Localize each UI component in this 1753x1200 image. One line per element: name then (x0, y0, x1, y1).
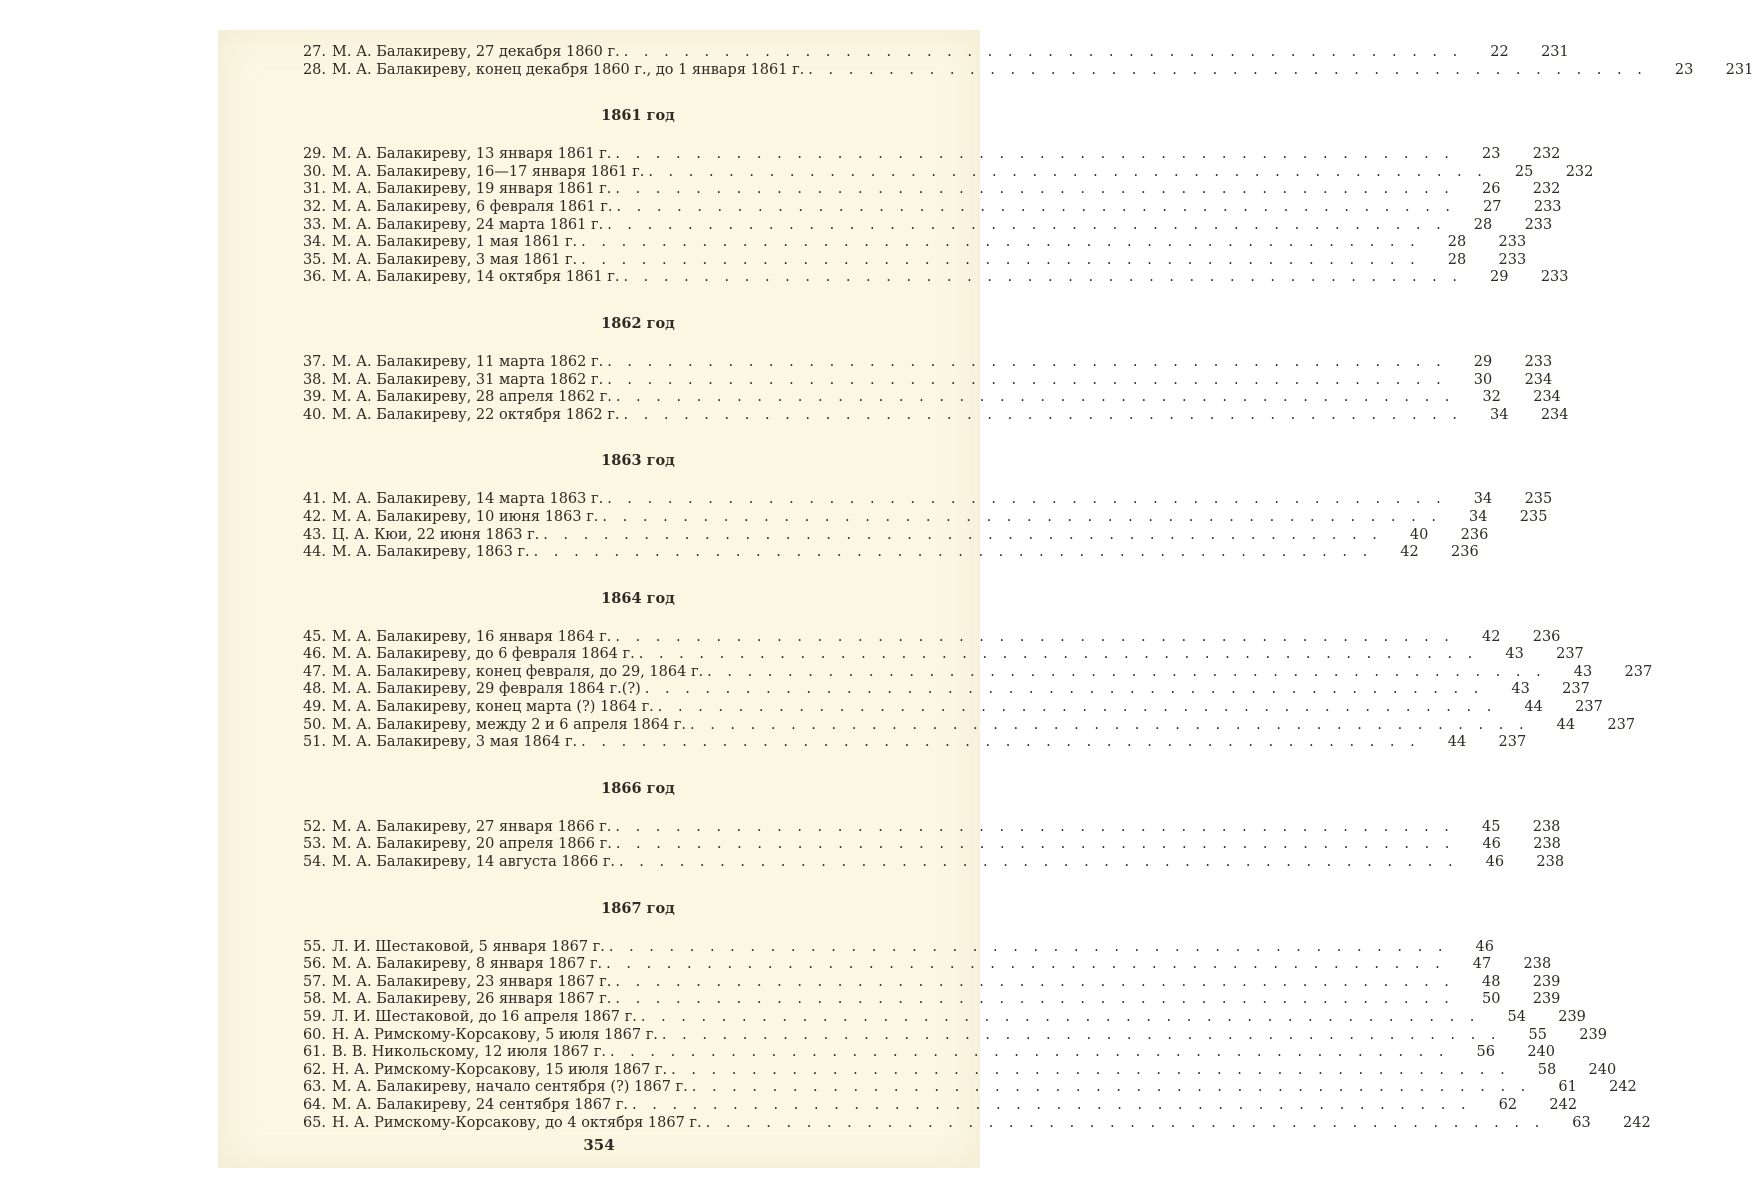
year-section (298, 79, 1594, 287)
entry-title: М. А. Балакиреву, 14 марта 1863 г. (332, 491, 604, 508)
notes-page-ref: 234 (1524, 371, 1553, 388)
entry-number: 65. (302, 1114, 326, 1131)
year-heading: 1861 год (601, 107, 675, 125)
notes-page-ref: 237 (1562, 681, 1590, 698)
toc-entry (298, 1026, 1607, 1045)
toc-entry (298, 699, 1603, 717)
entry-number: 64. (302, 1096, 326, 1113)
entry-number: 48. (302, 681, 326, 698)
entry-line (332, 629, 1454, 647)
entry-line (332, 819, 1454, 837)
text-page-ref: 29 (1473, 353, 1493, 370)
entry-number: 47. (302, 663, 326, 680)
text-page-ref: 28 (1473, 216, 1493, 233)
year-section (298, 872, 1651, 1133)
toc-entry (298, 181, 1561, 199)
text-page-ref: 61 (1558, 1079, 1577, 1096)
notes-page-ref: 240 (1588, 1061, 1617, 1078)
notes-page-ref: 239 (1532, 991, 1561, 1008)
entry-line (332, 1062, 1510, 1080)
notes-page-ref: 233 (1524, 353, 1553, 370)
entry-line (332, 407, 1463, 425)
notes-page-ref: 237 (1575, 699, 1603, 716)
dot-leader: . . . . . . . . . . . . . . . . . . . . . . . . . . . . . . . . . . . . . . . . . . (661, 1026, 1501, 1043)
text-page-ref: 28 (1447, 234, 1467, 251)
entry-number: 29. (302, 146, 326, 163)
toc-entry (298, 646, 1584, 664)
entry-number: 42. (302, 508, 326, 525)
entry-line (332, 62, 1647, 80)
entry-line (332, 1044, 1449, 1062)
entry-title: М. А. Балакиреву, 27 января 1866 г. (332, 818, 612, 835)
notes-page-ref: 239 (1532, 973, 1561, 990)
year-heading: 1864 год (601, 589, 675, 607)
dot-leader: . . . . . . . . . . . . . . . . . . . . . . . . . . . . . . . . . . . . . . . . . . (607, 353, 1447, 370)
text-page-ref: 30 (1473, 371, 1493, 388)
entry-number: 46. (302, 646, 326, 663)
entry-number: 30. (302, 163, 326, 180)
toc-entry (298, 216, 1553, 235)
text-page-ref: 46 (1475, 938, 1494, 955)
dot-leader: . . . . . . . . . . . . . . . . . . . . . . . . . . . . . . . . . . . . . . . . . . (632, 1096, 1472, 1113)
dot-leader: . . . . . . . . . . . . . . . . . . . . . . . . . . . . . . . . . . . . . . . . . . (543, 526, 1383, 543)
entry-line (332, 1115, 1545, 1133)
entry-number: 36. (302, 269, 326, 286)
entry-line (332, 234, 1420, 252)
entry-number: 33. (302, 216, 326, 233)
dot-leader: . . . . . . . . . . . . . . . . . . . . . . . . . . . . . . . . . . . . . . . . . . (609, 1044, 1449, 1061)
text-page-ref: 27 (1483, 198, 1502, 215)
text-page-ref: 58 (1537, 1061, 1557, 1078)
toc-entry (298, 353, 1553, 372)
year-heading: 1866 год (601, 779, 675, 797)
entry-title: М. А. Балакиреву, 23 января 1867 г. (332, 973, 612, 990)
notes-page-ref: 235 (1519, 508, 1548, 525)
toc-entry (298, 269, 1569, 287)
entry-line (332, 1079, 1531, 1097)
text-page-ref: 43 (1505, 646, 1524, 663)
toc-entry (298, 526, 1489, 545)
entry-title: М. А. Балакиреву, 31 марта 1862 г. (332, 371, 604, 388)
dot-leader: . . . . . . . . . . . . . . . . . . . . . . . . . . . . . . . . . . . . . . . . . . (671, 1061, 1511, 1078)
toc-entry (298, 1061, 1617, 1080)
text-page-ref: 43 (1573, 663, 1593, 680)
toc-entry (298, 836, 1561, 854)
toc-entry (298, 854, 1565, 872)
notes-page-ref: 231 (1541, 44, 1569, 60)
entry-line (332, 1027, 1501, 1045)
entry-title: М. А. Балакиреву, 14 октября 1861 г. (332, 269, 620, 286)
year-heading: 1867 год (601, 899, 675, 917)
entry-title: М. А. Балакиреву, 8 января 1867 г. (332, 956, 603, 973)
book-page (218, 30, 1753, 1168)
entry-title: М. А. Балакиреву, 1 мая 1861 г. (332, 234, 578, 251)
text-page-ref: 48 (1481, 973, 1501, 990)
entry-number: 51. (302, 734, 326, 751)
dot-leader: . . . . . . . . . . . . . . . . . . . . . . . . . . . . . . . . . . . . . . . . . . (581, 251, 1421, 268)
entry-title: М. А. Балакиреву, 11 марта 1862 г. (332, 353, 604, 370)
entry-title: Л. И. Шестаковой, 5 января 1867 г. (332, 938, 605, 955)
entry-number: 62. (302, 1061, 326, 1078)
toc-entry (298, 371, 1553, 390)
entry-line (332, 164, 1487, 182)
entry-line (332, 269, 1463, 287)
text-page-ref: 50 (1481, 991, 1501, 1008)
entry-title: М. А. Балакиреву, между 2 и 6 апреля 1864 г. (332, 716, 686, 733)
text-page-ref: 26 (1481, 181, 1501, 198)
text-page-ref: 42 (1400, 544, 1419, 561)
notes-page-ref: 232 (1532, 181, 1561, 198)
entry-title: М. А. Балакиреву, до 6 февраля 1864 г. (332, 646, 635, 663)
notes-page-ref: 233 (1540, 269, 1569, 286)
text-page-ref: 25 (1514, 163, 1534, 180)
notes-page-ref: 236 (1451, 544, 1479, 561)
entry-line (332, 1097, 1471, 1115)
notes-page-ref: 231 (1725, 61, 1753, 78)
page-number: 354 (583, 1136, 615, 1154)
notes-page-ref: 233 (1498, 251, 1527, 268)
dot-leader: . . . . . . . . . . . . . . . . . . . . . . . . . . . . . . . . . . . . . . . . . . (615, 973, 1455, 990)
notes-page-ref: 238 (1532, 818, 1561, 835)
toc-entry (298, 991, 1561, 1009)
toc-entry (298, 938, 1494, 957)
notes-page-ref: 233 (1498, 234, 1527, 251)
dot-leader: . . . . . . . . . . . . . . . . . . . . . . . . . . . . . . . . . . . . . . . . . . (648, 163, 1488, 180)
toc-entry (298, 491, 1553, 509)
entry-number: 41. (302, 491, 326, 508)
toc-entry (298, 234, 1527, 252)
dot-leader: . . . . . . . . . . . . . . . . . . . . . . . . . . . . . . . . . . . . . . . . . . (608, 938, 1448, 955)
toc-entry (298, 716, 1636, 735)
entry-title: М. А. Балакиреву, 20 апреля 1866 г. (332, 836, 612, 853)
dot-leader: . . . . . . . . . . . . . . . . . . . . . . . . . . . . . . . . . . . . . . . . . . (691, 1079, 1531, 1096)
text-page-ref: 29 (1490, 269, 1509, 286)
notes-page-ref: 242 (1623, 1114, 1651, 1131)
entry-number: 39. (302, 389, 326, 406)
entry-number: 58. (302, 991, 326, 1008)
notes-page-ref: 234 (1533, 389, 1561, 406)
notes-page-ref: 234 (1540, 406, 1569, 423)
entry-number: 34. (302, 234, 326, 251)
entry-title: М. А. Балакиреву, 26 января 1867 г. (332, 991, 612, 1008)
dot-leader: . . . . . . . . . . . . . . . . . . . . . . . . . . . . . . . . . . . . . . . . . . (808, 61, 1648, 78)
text-page-ref: 44 (1556, 716, 1576, 733)
entry-number: 38. (302, 371, 326, 388)
dot-leader: . . . . . . . . . . . . . . . . . . . . . . . . . . . . . . . . . . . . . . . . . . (707, 663, 1547, 680)
toc-entry (298, 818, 1561, 837)
year-section (298, 752, 1565, 872)
dot-leader: . . . . . . . . . . . . . . . . . . . . . . . . . . . . . . . . . . . . . . . . . . (607, 216, 1447, 233)
dot-leader: . . . . . . . . . . . . . . . . . . . . . . . . . . . . . . . . . . . . . . . . . . (581, 234, 1421, 251)
toc-entry (298, 508, 1548, 527)
entry-line (332, 372, 1446, 390)
text-page-ref: 34 (1473, 491, 1493, 508)
toc-entry (298, 198, 1562, 217)
text-page-ref: 45 (1481, 818, 1501, 835)
entry-line (332, 509, 1441, 527)
entry-line (332, 836, 1455, 854)
notes-page-ref: 236 (1460, 526, 1489, 543)
entry-line (332, 717, 1529, 735)
text-page-ref: 44 (1447, 734, 1467, 751)
year-section (298, 424, 1553, 561)
dot-leader: . . . . . . . . . . . . . . . . . . . . . . . . . . . . . . . . . . . . . . . . . . (619, 854, 1459, 871)
notes-page-ref: 237 (1498, 734, 1527, 751)
notes-page-ref: 233 (1533, 198, 1562, 215)
dot-leader: . . . . . . . . . . . . . . . . . . . . . . . . . . . . . . . . . . . . . . . . . . (606, 956, 1446, 973)
entry-title: Ц. А. Кюи, 22 июня 1863 г. (332, 526, 540, 543)
entry-line (332, 217, 1446, 235)
text-page-ref: 42 (1481, 628, 1501, 645)
entry-title: М. А. Балакиреву, конец декабря 1860 г., до 1 января 1861 г. (332, 61, 805, 78)
entry-number: 61. (302, 1044, 326, 1061)
toc-entry (298, 163, 1594, 182)
entry-number: 28. (302, 61, 326, 78)
notes-page-ref: 232 (1565, 163, 1594, 180)
entry-number: 27. (302, 44, 326, 60)
dot-leader: . . . . . . . . . . . . . . . . . . . . . . . . . . . . . . . . . . . . . . . . . . (615, 146, 1455, 163)
toc-entry (298, 681, 1590, 699)
entry-title: М. А. Балакиреву, 14 августа 1866 г. (332, 854, 616, 871)
dot-leader: . . . . . . . . . . . . . . . . . . . . . . . . . . . . . . . . . . . . . . . . . . (623, 406, 1463, 423)
entry-title: М. А. Балакиреву, 13 января 1861 г. (332, 146, 612, 163)
entry-title: Л. И. Шестаковой, до 16 апреля 1867 г. (332, 1009, 637, 1025)
dot-leader: . . . . . . . . . . . . . . . . . . . . . . . . . . . . . . . . . . . . . . . . . . (581, 734, 1421, 751)
toc-entry (298, 973, 1561, 992)
dot-leader: . . . . . . . . . . . . . . . . . . . . . . . . . . . . . . . . . . . . . . . . . . (623, 269, 1463, 286)
entry-line (332, 252, 1420, 270)
entry-line (332, 527, 1382, 545)
toc-entry (298, 956, 1552, 974)
toc-entry (298, 628, 1561, 647)
year-heading: 1862 год (601, 314, 675, 332)
dot-leader: . . . . . . . . . . . . . . . . . . . . . . . . . . . . . . . . . . . . . . . . . . (705, 1114, 1545, 1131)
notes-page-ref: 239 (1579, 1026, 1607, 1043)
entry-title: М. А. Балакиреву, 10 июня 1863 г. (332, 508, 599, 525)
year-section (298, 287, 1569, 424)
notes-page-ref: 242 (1609, 1079, 1637, 1096)
entry-number: 32. (302, 198, 326, 215)
dot-leader: . . . . . . . . . . . . . . . . . . . . . . . . . . . . . . . . . . . . . . . . . . (615, 628, 1455, 645)
notes-page-ref: 240 (1527, 1044, 1555, 1061)
text-page-ref: 54 (1507, 1009, 1526, 1025)
entry-line (332, 544, 1373, 562)
entry-number: 44. (302, 544, 326, 561)
notes-page-ref: 239 (1558, 1009, 1586, 1025)
entry-line (332, 854, 1458, 872)
entry-line (332, 956, 1445, 974)
notes-page-ref: 236 (1532, 628, 1561, 645)
dot-leader: . . . . . . . . . . . . . . . . . . . . . . . . . . . . . . . . . . . . . . . . . . (602, 508, 1442, 525)
dot-leader: . . . . . . . . . . . . . . . . . . . . . . . . . . . . . . . . . . . . . . . . . . (616, 198, 1456, 215)
entry-title: М. А. Балакиреву, 28 апреля 1862 г. (332, 389, 612, 406)
entry-title: М. А. Балакиреву, 22 октября 1862 г. (332, 406, 620, 423)
toc-entry (298, 146, 1561, 164)
text-page-ref: 43 (1511, 681, 1530, 698)
entry-title: М. А. Балакиреву, начало сентября (?) 1867 г. (332, 1079, 688, 1096)
text-page-ref: 32 (1482, 389, 1501, 406)
entry-line (332, 1009, 1480, 1027)
entry-line (332, 974, 1454, 992)
entry-title: М. А. Балакиреву, 3 мая 1864 г. (332, 734, 578, 751)
dot-leader: . . . . . . . . . . . . . . . . . . . . . . . . . . . . . . . . . . . . . . . . . . (690, 716, 1530, 733)
entry-line (332, 491, 1446, 509)
entry-title: М. А. Балакиреву, 24 сентября 1867 г. (332, 1096, 629, 1113)
entry-number: 53. (302, 836, 326, 853)
entry-line (332, 146, 1454, 164)
text-page-ref: 46 (1485, 854, 1505, 871)
entry-title: М. А. Балакиреву, 3 мая 1861 г. (332, 251, 578, 268)
entry-line (332, 389, 1455, 407)
entry-number: 59. (302, 1009, 326, 1025)
entry-number: 54. (302, 854, 326, 871)
entry-title: М. А. Балакиреву, 6 февраля 1861 г. (332, 198, 613, 215)
entry-number: 63. (302, 1079, 326, 1096)
year-section (298, 44, 1753, 79)
entry-number: 37. (302, 353, 326, 370)
toc-entry (298, 61, 1753, 80)
text-page-ref: 56 (1476, 1044, 1495, 1061)
entry-title: М. А. Балакиреву, 29 февраля 1864 г.(?) (332, 681, 641, 698)
dot-leader: . . . . . . . . . . . . . . . . . . . . . . . . . . . . . . . . . . . . . . . . . . (640, 1009, 1480, 1025)
notes-page-ref: 237 (1624, 663, 1653, 680)
entry-line (332, 734, 1420, 752)
dot-leader: . . . . . . . . . . . . . . . . . . . . . . . . . . . . . . . . . . . . . . . . . . (615, 836, 1455, 853)
entry-line (332, 646, 1478, 664)
notes-page-ref: 233 (1524, 216, 1553, 233)
toc-entry (298, 663, 1653, 682)
entry-number: 56. (302, 956, 326, 973)
entry-title: Н. А. Римскому-Корсакову, 5 июля 1867 г. (332, 1026, 658, 1043)
notes-page-ref: 238 (1536, 854, 1565, 871)
entry-line (332, 681, 1484, 699)
text-page-ref: 34 (1469, 508, 1488, 525)
dot-leader: . . . . . . . . . . . . . . . . . . . . . . . . . . . . . . . . . . . . . . . . . . (607, 371, 1447, 388)
notes-page-ref: 242 (1549, 1096, 1578, 1113)
entry-number: 45. (302, 628, 326, 645)
entry-number: 35. (302, 251, 326, 268)
entry-title: М. А. Балакиреву, 16 января 1864 г. (332, 628, 612, 645)
entry-title: М. А. Балакиреву, 27 декабря 1860 г. (332, 44, 620, 60)
notes-page-ref: 237 (1607, 716, 1636, 733)
text-page-ref: 23 (1674, 61, 1694, 78)
text-page-ref: 62 (1498, 1096, 1518, 1113)
entry-line (332, 699, 1497, 717)
entry-line (332, 939, 1448, 957)
notes-page-ref: 238 (1523, 956, 1552, 973)
dot-leader: . . . . . . . . . . . . . . . . . . . . . . . . . . . . . . . . . . . . . . . . . . (623, 44, 1463, 60)
text-page-ref: 55 (1528, 1026, 1547, 1043)
entry-number: 31. (302, 181, 326, 198)
table-of-contents (298, 44, 1753, 1132)
toc-entry (298, 1009, 1586, 1027)
text-page-ref: 34 (1490, 406, 1509, 423)
toc-entry (298, 389, 1561, 407)
entry-number: 55. (302, 938, 326, 955)
entry-number: 50. (302, 716, 326, 733)
notes-page-ref: 232 (1532, 146, 1561, 163)
toc-entry (298, 734, 1527, 752)
entry-title: М. А. Балакиреву, 24 марта 1861 г. (332, 216, 604, 233)
dot-leader: . . . . . . . . . . . . . . . . . . . . . . . . . . . . . . . . . . . . . . . . . . (615, 991, 1455, 1008)
dot-leader: . . . . . . . . . . . . . . . . . . . . . . . . . . . . . . . . . . . . . . . . . . (638, 646, 1478, 663)
entry-number: 57. (302, 973, 326, 990)
text-page-ref: 46 (1482, 836, 1501, 853)
dot-leader: . . . . . . . . . . . . . . . . . . . . . . . . . . . . . . . . . . . . . . . . . . (533, 544, 1373, 561)
entry-title: М. А. Балакиреву, 16—17 января 1861 г. (332, 163, 645, 180)
entry-title: М. А. Балакиреву, конец марта (?) 1864 г. (332, 699, 654, 716)
toc-entry (298, 44, 1569, 62)
dot-leader: . . . . . . . . . . . . . . . . . . . . . . . . . . . . . . . . . . . . . . . . . . (657, 699, 1497, 716)
entry-title: Н. А. Римскому-Корсакову, 15 июля 1867 г. (332, 1061, 668, 1078)
dot-leader: . . . . . . . . . . . . . . . . . . . . . . . . . . . . . . . . . . . . . . . . . . (607, 491, 1447, 508)
entry-title: Н. А. Римскому-Корсакову, до 4 октября 1867 г. (332, 1114, 702, 1131)
text-page-ref: 47 (1472, 956, 1492, 973)
toc-entry (298, 1096, 1578, 1115)
entry-line (332, 354, 1446, 372)
entry-line (332, 181, 1454, 199)
toc-entry (298, 406, 1569, 425)
notes-page-ref: 235 (1524, 491, 1553, 508)
dot-leader: . . . . . . . . . . . . . . . . . . . . . . . . . . . . . . . . . . . . . . . . . . (644, 681, 1484, 698)
entry-title: М. А. Балакиреву, 19 января 1861 г. (332, 181, 612, 198)
dot-leader: . . . . . . . . . . . . . . . . . . . . . . . . . . . . . . . . . . . . . . . . . . (615, 389, 1455, 406)
entry-number: 43. (302, 526, 326, 543)
toc-entry (298, 1044, 1555, 1062)
entry-line (332, 44, 1463, 62)
entry-number: 40. (302, 406, 326, 423)
toc-entry (298, 1079, 1637, 1097)
notes-page-ref: 238 (1533, 836, 1561, 853)
toc-entry (298, 251, 1527, 270)
text-page-ref: 22 (1490, 44, 1509, 60)
entry-line (332, 199, 1456, 217)
entry-title: В. В. Никольскому, 12 июля 1867 г. (332, 1044, 606, 1061)
entry-line (332, 664, 1546, 682)
entry-title: М. А. Балакиреву, 1863 г. (332, 544, 530, 561)
dot-leader: . . . . . . . . . . . . . . . . . . . . . . . . . . . . . . . . . . . . . . . . . . (615, 181, 1455, 198)
year-section (298, 562, 1653, 752)
notes-page-ref: 237 (1556, 646, 1584, 663)
text-page-ref: 23 (1481, 146, 1501, 163)
entry-number: 49. (302, 699, 326, 716)
text-page-ref: 44 (1524, 699, 1543, 716)
entry-title: М. А. Балакиреву, конец февраля, до 29, 1864 г. (332, 663, 704, 680)
toc-entry (298, 1114, 1651, 1133)
year-heading: 1863 год (601, 452, 675, 470)
entry-number: 52. (302, 818, 326, 835)
text-page-ref: 40 (1409, 526, 1429, 543)
entry-number: 60. (302, 1026, 326, 1043)
text-page-ref: 28 (1447, 251, 1467, 268)
toc-entry (298, 544, 1479, 562)
dot-leader: . . . . . . . . . . . . . . . . . . . . . . . . . . . . . . . . . . . . . . . . . . (615, 818, 1455, 835)
entry-line (332, 991, 1454, 1009)
text-page-ref: 63 (1572, 1114, 1591, 1131)
